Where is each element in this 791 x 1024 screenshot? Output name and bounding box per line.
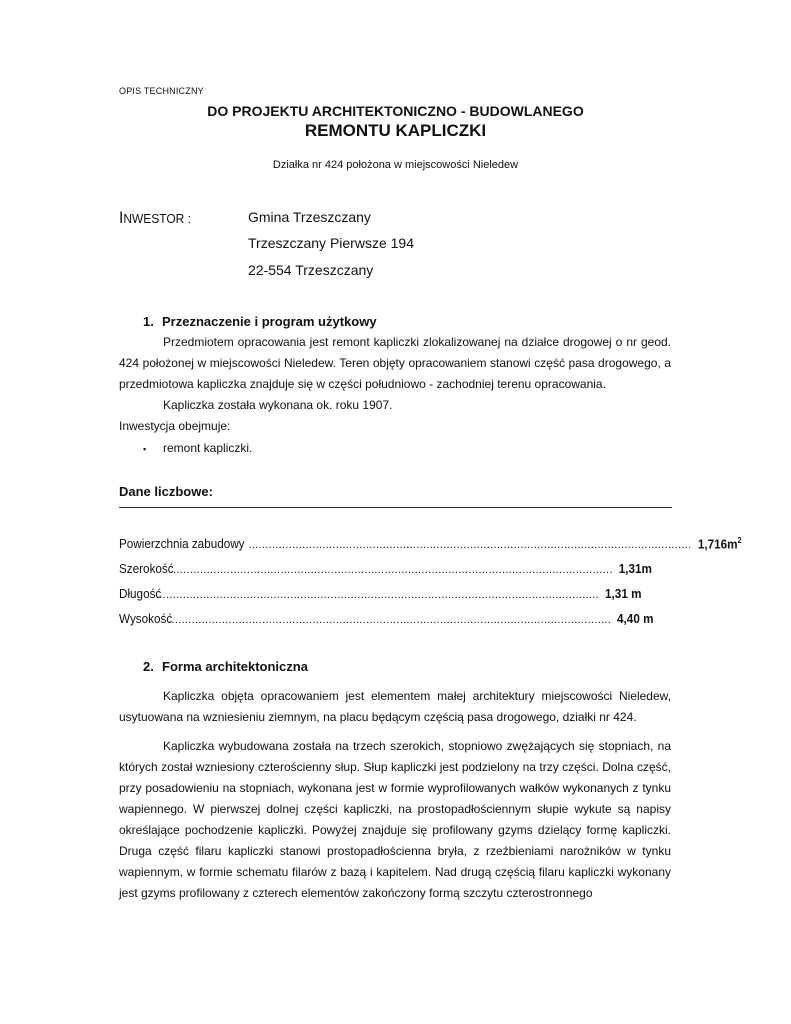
- section1-heading: [143, 314, 377, 329]
- data-row-value: 1,31 m: [605, 586, 642, 601]
- investor-label: [119, 208, 191, 228]
- section2-paragraph1: Kapliczka objęta opracowaniem jest elementem małej architektury miejscowości Nieledew, usytuowana na wzniesieniu ziemnym, na placu będącym częścią pasa drogowego, działki nr 424.: [119, 689, 671, 724]
- dot-leader: ....................................................................................................................................: [168, 614, 612, 626]
- investor-name: Gmina Trzeszczany: [248, 209, 371, 225]
- section2-number: 2.: [143, 659, 154, 674]
- plot-info: Działka nr 424 położona w miejscowości Nieledew: [272, 159, 519, 171]
- section2-paragraph2: Kapliczka wybudowana została na trzech szerokich, stopniowo zwężających się stopniach, na których został wzniesiony czterościenny słup. Słup kapliczki jest podzielony na trzy części. Dolna część, przy posadowieniu na stopniach, wykonana jest w formie wyprofilowanych wałków wykonanych z tynku wapiennego. W pierwszej dolnej części kapliczki, na prostopadłościennym słupie wykute są napisy określające pochodzenie kapliczki. Powyżej znajduje się profilowany gzyms dzielący formę kapliczki. Druga część filaru kapliczki stanowi prostopadłościenna bryła, z rzeźbieniami narożników w tynku wapiennym, w formie schematu filarów z bazą i kapitelem. Nad drugą częścią filaru kapliczki wykonany jest gzyms profilowany z czterech elementów zakończony formą szczytu czterostronnego: [119, 739, 671, 900]
- investor-label-rest: NWESTOR :: [123, 211, 191, 226]
- data-row-label: Wysokość: [119, 611, 173, 626]
- divider: [119, 507, 672, 508]
- document-type-label: OPIS TECHNICZNY: [119, 86, 204, 96]
- section1-paragraph1: Przedmiotem opracowania jest remont kapliczki zlokalizowanej na działce drogowej o nr geod. 424 położonej w miejscowości Nieledew. Teren objęty opracowaniem stanowi część pasa drogowego, a przedmiotowa kapliczka znajduje się w części południowo - zachodniej terenu opracowania.: [119, 335, 671, 391]
- data-row-value: 4,40 m: [617, 611, 654, 626]
- section1-body: [119, 332, 671, 437]
- data-row-width: [119, 561, 652, 576]
- data-row-value: 1,31m: [618, 561, 652, 576]
- section2-body: [119, 686, 671, 904]
- section1-number: 1.: [143, 314, 154, 329]
- section2-title: Forma architektoniczna: [162, 659, 308, 674]
- document-title-line1: DO PROJEKTU ARCHITEKTONICZNO - BUDOWLANEGO: [207, 103, 584, 119]
- investor-label-initial: I: [119, 208, 124, 227]
- dot-leader: ....................................................................................................................................: [248, 539, 692, 552]
- section2-heading: [143, 659, 308, 674]
- dane-heading: Dane liczbowe:: [119, 484, 213, 499]
- list-item: [143, 441, 252, 455]
- investor-address: Trzeszczany Pierwsze 194: [248, 235, 414, 251]
- investor-postal: 22-554 Trzeszczany: [248, 262, 374, 278]
- data-row-value: $1,716m^2$: [698, 536, 743, 552]
- section1-paragraph3: Inwestycja obejmuje:: [119, 419, 231, 433]
- list-item-text: remont kapliczki.: [163, 441, 253, 455]
- data-row-height: [119, 611, 654, 626]
- dot-leader: ....................................................................................................................................: [169, 564, 613, 576]
- data-row-label: Długość: [119, 586, 162, 601]
- section1-paragraph2: Kapliczka została wykonana ok. roku 1907.: [163, 398, 393, 412]
- section1-title: Przeznaczenie i program użytkowy: [162, 314, 377, 329]
- bullet-mark: ▪: [143, 444, 147, 454]
- data-row-area: [119, 536, 743, 552]
- data-row-label: Powierzchnia zabudowy: [119, 536, 245, 552]
- document-title-line2: REMONTU KAPLICZKI: [304, 121, 487, 140]
- data-row-label: Szerokość: [119, 561, 174, 576]
- data-row-length: [119, 586, 642, 601]
- dot-leader: ....................................................................................................................................: [155, 589, 599, 601]
